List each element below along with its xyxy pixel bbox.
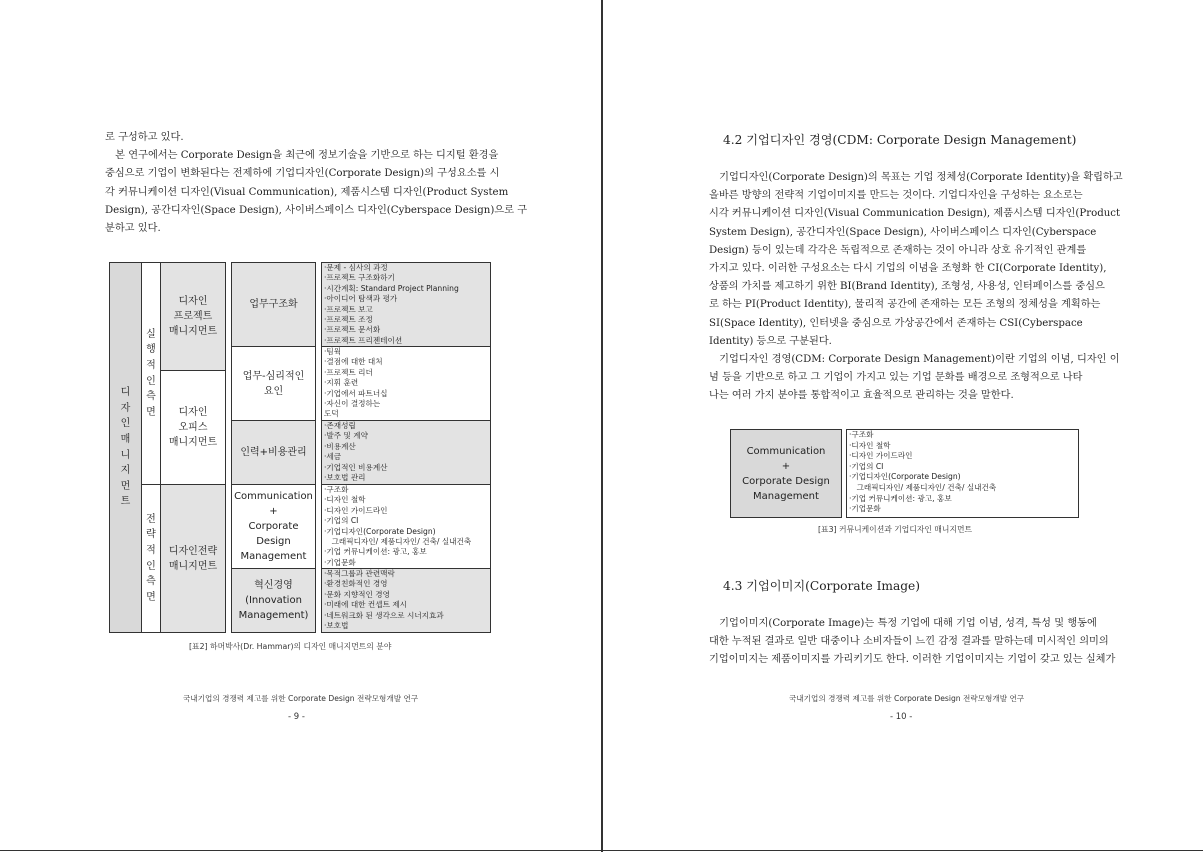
table-item: 그래픽디자인/ 제품디자인/ 건축/ 실내건축	[324, 537, 472, 547]
table-item: ·팀웍	[324, 347, 342, 356]
table3-label: Communication + Corporate Design Management	[730, 429, 842, 518]
table-item: ·디자인 가이드라인	[324, 505, 388, 515]
table-sub-project: 디자인 프로젝트 매니지먼트	[160, 262, 226, 371]
table-sub-office: 디자인 오피스 매니지먼트	[160, 370, 226, 485]
table-item: ·디자인 가이드라인	[849, 451, 913, 461]
table-item: ·미래에 대한 컨셉트 제시	[324, 600, 408, 610]
table-item: ·기업의 CI	[849, 461, 884, 471]
text-line: 념 등을 기반으로 하고 그 기업이 가지고 있는 기업 문화를 배경으로 조형적으로 나타	[709, 372, 1083, 384]
table-main-label: 디 자 인 매 니 지 먼 트	[109, 262, 142, 633]
table-item: ·기업에서 파트너십	[324, 388, 388, 398]
text-line: 가지고 있다. 이러한 구성요소는 다시 기업의 이념을 조형화 한 CI(Corporate Identity),	[709, 263, 1107, 275]
table-item: ·네트워크화 된 생각으로 시너지효과	[324, 610, 444, 620]
left-body-paragraph	[105, 129, 528, 238]
text-line: System Design), 공간디자인(Space Design), 사이버스페이스 디자인(Cyberspace	[709, 226, 1097, 238]
table-group-practical: 실 행 적 인 측 면	[141, 262, 161, 485]
text-line: SI(Space Identity), 인터넷을 중심으로 가상공간에서 존재하는 CSI(Cyberspace	[709, 317, 1083, 329]
table-item: ·기업문화	[849, 504, 881, 514]
table-item: ·보호법 관리	[324, 473, 366, 483]
table-item: ·결점에 대한 대처	[324, 357, 383, 367]
table-item: ·목적그룹과 관련맥락	[324, 569, 395, 578]
table-item: ·기업문화	[324, 557, 356, 567]
table-item: ·존재성립	[324, 421, 356, 430]
table3-items	[846, 429, 1079, 518]
table3-caption: [표3] 커뮤니케이션과 기업디자인 매니지먼트	[818, 525, 973, 534]
table-cat-2: 업무-심리적인 요인	[231, 346, 316, 421]
table-items-5	[321, 568, 491, 633]
right-page-number: - 10 -	[890, 712, 913, 722]
table-item: ·발주 및 계약	[324, 431, 368, 441]
table-item: ·기업 커뮤니케이션: 광고, 홍보	[324, 547, 427, 557]
table-item: 그래픽디자인/ 제품디자인/ 건축/ 실내건축	[849, 482, 997, 492]
section-heading-4-3: 4.3 기업이미지(Corporate Image)	[723, 579, 920, 593]
table-item: ·비용계산	[324, 441, 356, 451]
table-item: 도덕	[324, 409, 339, 419]
right-page	[603, 0, 1203, 852]
table-item: ·지휘 훈련	[324, 378, 359, 388]
text-line: 분하고 있다.	[105, 223, 161, 235]
table-item: ·구조화	[849, 430, 874, 439]
table-item: ·디자인 철학	[324, 495, 366, 505]
table-item: ·프로젝트 프리젠테이션	[324, 335, 403, 345]
table-item: ·프로젝트 구조화하기	[324, 273, 395, 283]
right-body-paragraph-2	[709, 615, 1116, 670]
table-item: ·기업디자인(Corporate Design)	[849, 472, 961, 482]
left-page	[0, 0, 601, 852]
text-line: 대한 누적된 결과로 일반 대중이나 소비자들이 느낀 감정 결과를 말하는데 미시적인 의미의	[709, 636, 1109, 648]
table-item: ·문제 - 심사의 과정	[324, 263, 388, 272]
text-line: 기업이미지(Corporate Image)는 특정 기업에 대해 기업 이념, 성격, 특성 및 행동에	[709, 618, 1097, 629]
text-line: 기업이미지는 제품이미지를 가리키기도 한다. 이러한 기업이미지는 기업이 갖고 있는 실체가	[709, 654, 1116, 666]
text-line: 기업디자인 경영(CDM: Corporate Design Management)이란 기업의 이념, 디자인 이	[709, 354, 1120, 366]
table-item: ·프로젝트 문서화	[324, 325, 381, 335]
text-line: 상품의 가치를 제고하기 위한 BI(Brand Identity), 조형성, 사용성, 인터페이스를 중심으	[709, 281, 1105, 293]
table-item: ·프로젝트 리더	[324, 367, 373, 377]
table-item: ·기업디자인(Corporate Design)	[324, 526, 436, 536]
table-group-strategic: 전 략 적 인 측 면	[141, 484, 161, 633]
table-item: ·기업 커뮤니케이션: 광고, 홍보	[849, 493, 952, 503]
table-item: ·기업의 CI	[324, 516, 359, 526]
table-cat-1: 업무구조화	[231, 262, 316, 347]
text-line: 기업디자인(Corporate Design)의 목표는 기업 정체성(Corporate Identity)을 확립하고	[709, 172, 1123, 183]
table-sub-strategy: 디자인전략 매니지먼트	[160, 484, 226, 633]
right-footer: 국내기업의 경쟁력 제고를 위한 Corporate Design 전략모형개발 연구	[789, 694, 1025, 703]
table-items-3	[321, 420, 491, 485]
text-line: Identity) 등으로 구분된다.	[709, 335, 832, 347]
text-line: 중심으로 기업이 변화된다는 전제하에 기업디자인(Corporate Design)의 구성요소를 시	[105, 168, 500, 180]
text-line: Design) 등이 있는데 각각은 독립적으로 존재하는 것이 아니라 상호 유기적인 관계를	[709, 244, 1087, 256]
left-page-number: - 9 -	[288, 712, 305, 722]
table-cat-4: Communication + Corporate Design Management	[231, 484, 316, 569]
left-footer: 국내기업의 경쟁력 제고를 위한 Corporate Design 전략모형개발 연구	[183, 694, 419, 703]
table-item: ·세금	[324, 452, 342, 462]
text-line: 시각 커뮤니케이션 디자인(Visual Communication Design), 제품시스템 디자인(Product	[709, 208, 1121, 220]
table-item: ·구조화	[324, 485, 349, 494]
text-line: 올바른 방향의 전략적 기업이미지를 만드는 것이다. 기업디자인을 구성하는 요소로는	[709, 190, 1083, 202]
table2-caption: [표2] 하머박사(Dr. Hammar)의 디자인 매니지먼트의 분야	[189, 642, 392, 651]
table-item: ·디자인 철학	[849, 440, 891, 450]
text-line: 로 구성하고 있다.	[105, 132, 184, 143]
text-line: Design), 공간디자인(Space Design), 사이버스페이스 디자인(Cyberspace Design)으로 구	[105, 204, 528, 216]
table-cat-5: 혁신경영 (Innovation Management)	[231, 568, 316, 633]
table-items-4	[321, 484, 491, 569]
text-line: 본 연구에서는 Corporate Design을 최근에 정보기술을 기반으로 하는 디지털 환경을	[105, 150, 499, 162]
table-items-2	[321, 346, 491, 421]
table-item: ·자신이 결정하는	[324, 399, 381, 409]
table-items-1	[321, 262, 491, 347]
table-item: ·보호법	[324, 621, 349, 631]
table-item: ·환경친화적인 경영	[324, 579, 388, 589]
text-line: 로 하는 PI(Product Identity), 물리적 공간에 존재하는 모든 조형의 정체성을 계획하는	[709, 299, 1101, 311]
bottom-border	[0, 850, 1203, 851]
section-heading-4-2: 4.2 기업디자인 경영(CDM: Corporate Design Management)	[723, 133, 1077, 147]
table-cat-3: 인력+비용관리	[231, 420, 316, 485]
table-item: ·문화 지향적인 경영	[324, 589, 390, 599]
text-line: 각 커뮤니케이션 디자인(Visual Communication), 제품시스템 디자인(Product System	[105, 186, 509, 198]
table-item: ·아이디어 탐색과 평가	[324, 294, 398, 304]
table-item: ·시간계획: Standard Project Planning	[324, 283, 459, 293]
table-item: ·프로젝트 조정	[324, 315, 373, 325]
right-body-paragraph-1	[709, 169, 1123, 406]
table-item: ·기업적인 비용계산	[324, 462, 388, 472]
table-item: ·프로젝트 보고	[324, 304, 373, 314]
text-line: 나는 여러 가지 분야를 통합적이고 효율적으로 관리하는 것을 말한다.	[709, 390, 1014, 402]
